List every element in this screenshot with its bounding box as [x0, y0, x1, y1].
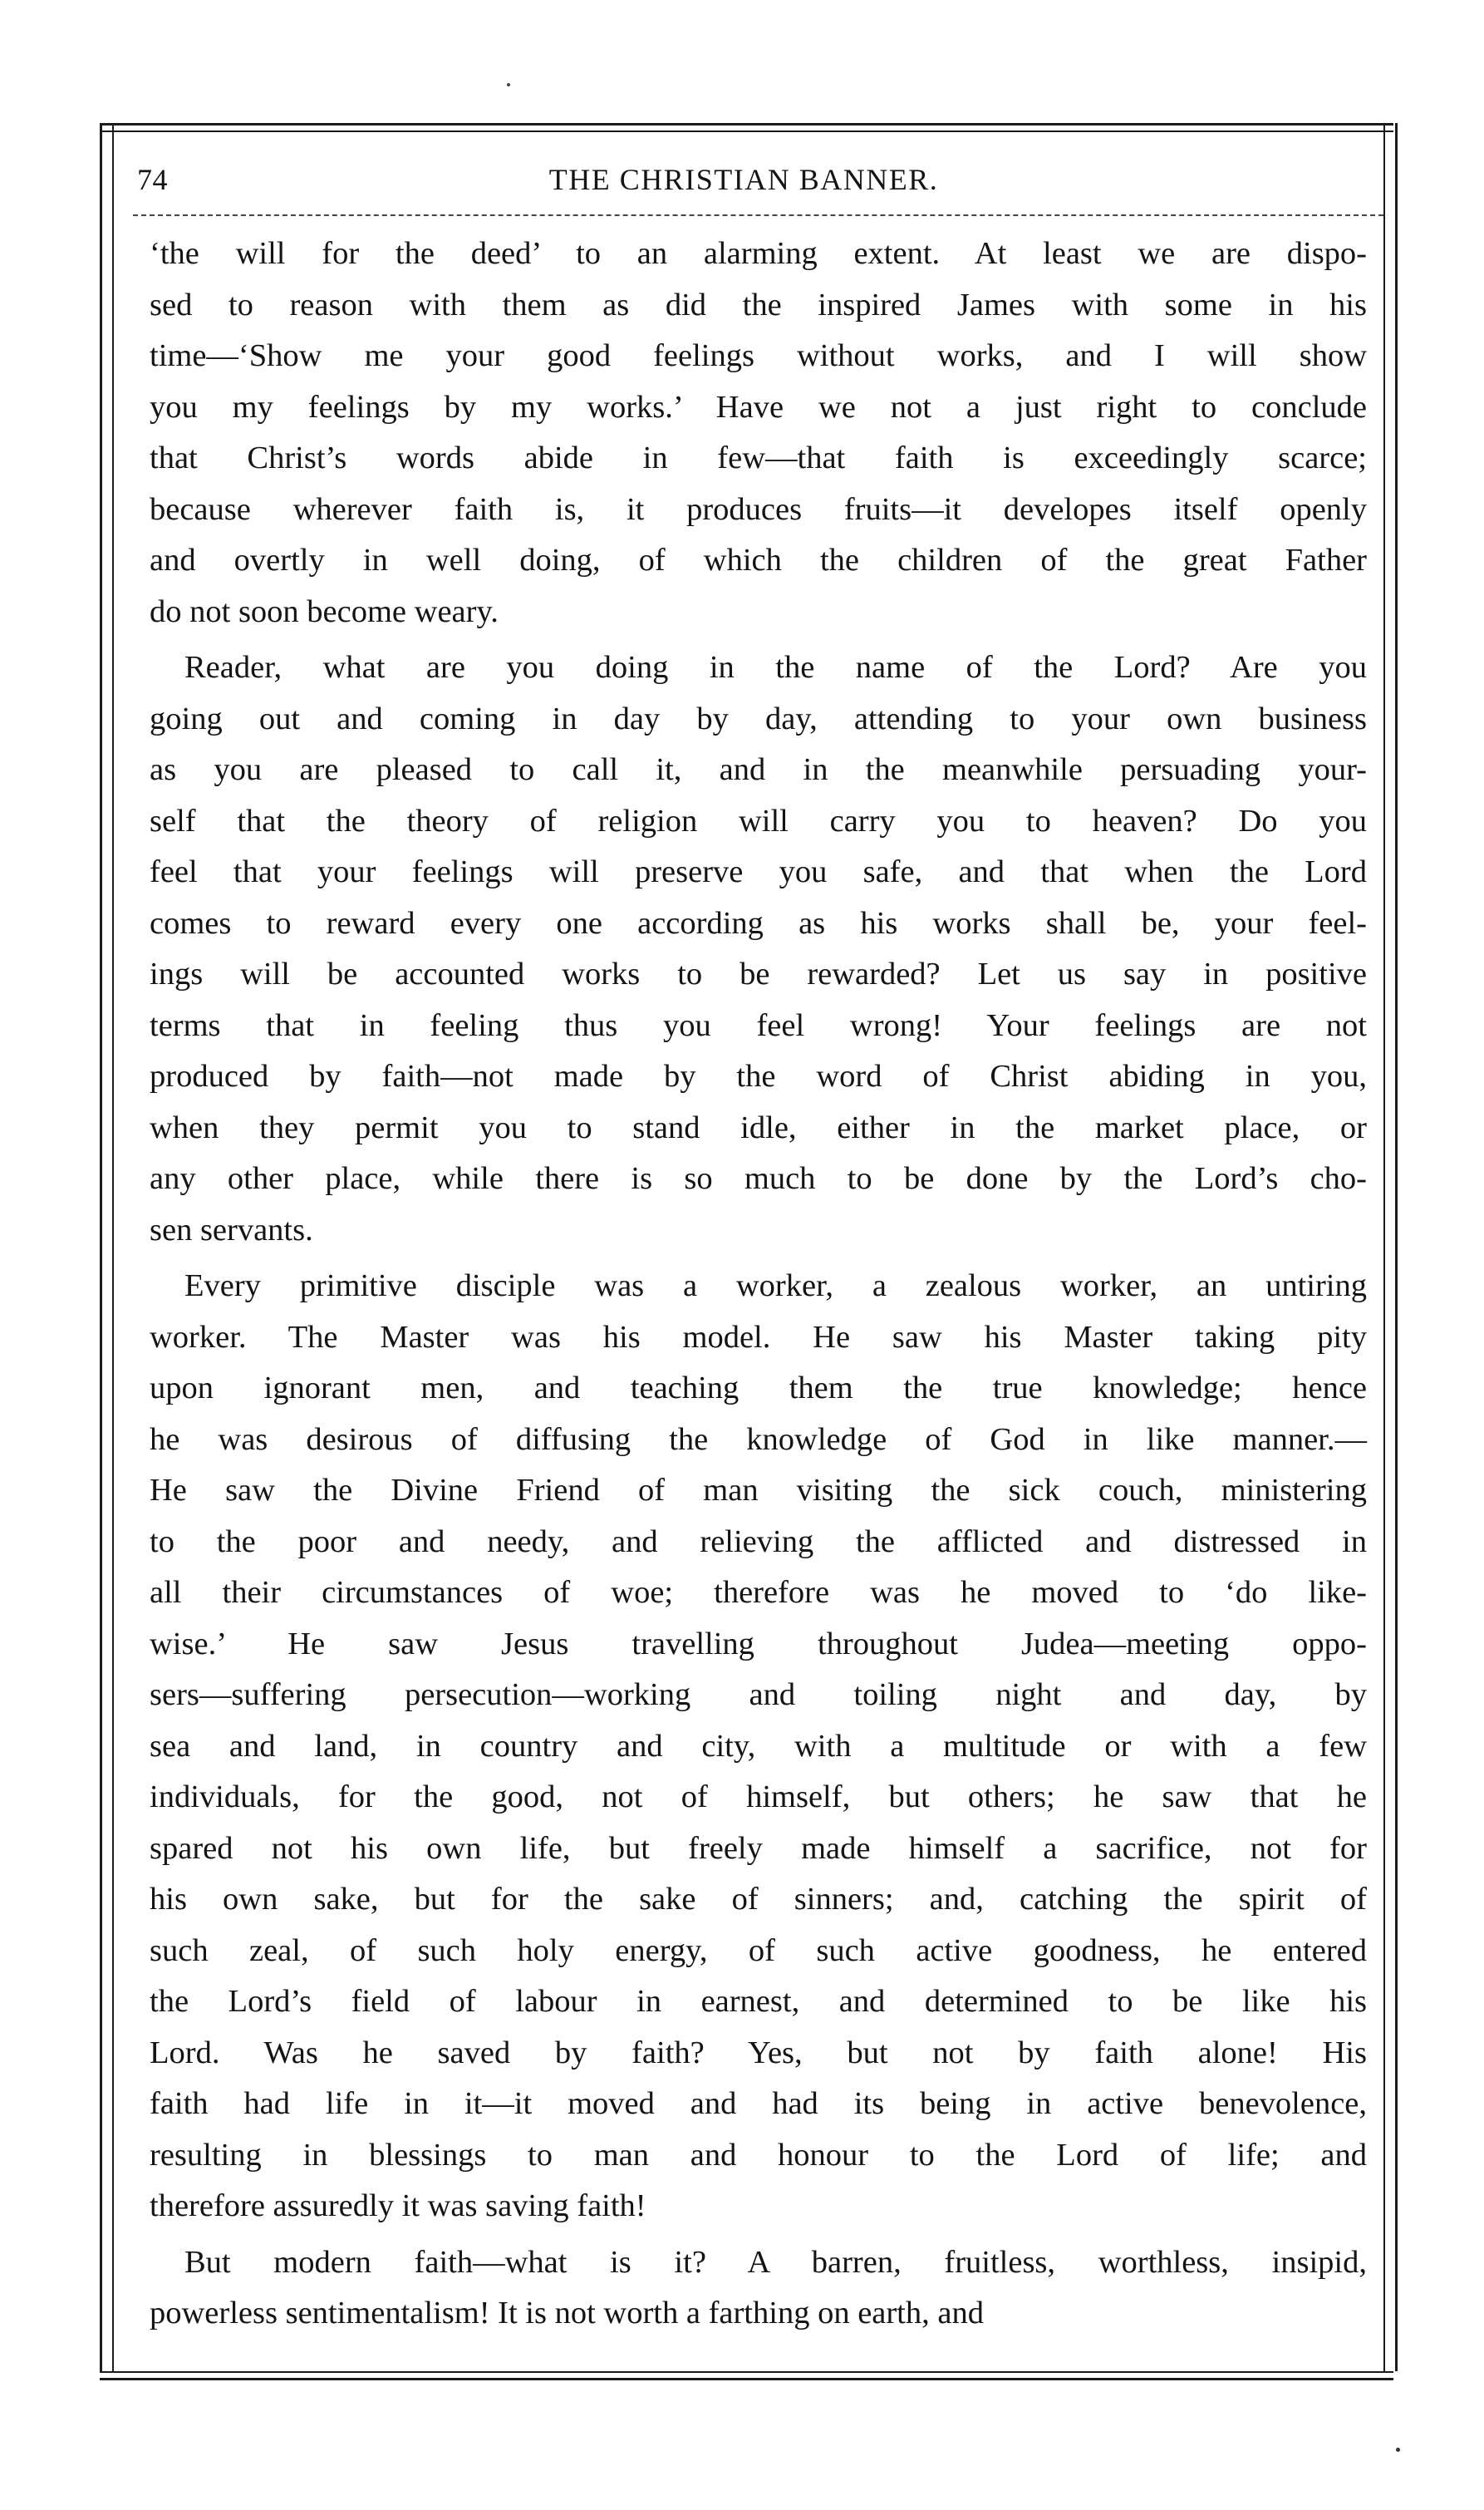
page-border-bottom	[100, 2371, 1393, 2380]
text-line: powerless sentimentalism! It is not worth a farthing on earth, and	[150, 2296, 984, 2330]
text-line: comes to reward every one according as his works shall be, your feel-	[150, 905, 1367, 941]
text-line: But modern faith—what is it? A barren, fruitless, worthless, insipid,	[184, 2244, 1367, 2280]
paragraph	[150, 2237, 1367, 2340]
text-line: ‘the will for the deed’ to an alarming extent. At least we are dispo-	[150, 236, 1367, 271]
text-line: when they permit you to stand idle, either in the market place, or	[150, 1110, 1367, 1145]
text-line: sers—suffering persecution—working and toiling night and day, by	[150, 1677, 1367, 1712]
text-line: all their circumstances of woe; therefore was he moved to ‘do like-	[150, 1575, 1367, 1610]
text-line: individuals, for the good, not of himself, but others; he saw that he	[150, 1779, 1367, 1814]
text-line: such zeal, of such holy energy, of such active goodness, he entered	[150, 1932, 1367, 1968]
body-text	[150, 229, 1367, 2340]
text-line: He saw the Divine Friend of man visiting the sick couch, ministering	[150, 1473, 1367, 1508]
text-line: as you are pleased to call it, and in the meanwhile persuading your-	[150, 752, 1367, 787]
text-line: sea and land, in country and city, with a multitude or with a few	[150, 1728, 1367, 1764]
text-line: self that the theory of religion will carry you to heaven? Do you	[150, 803, 1367, 839]
page-number: 74	[137, 163, 168, 196]
text-line: feel that your feelings will preserve you safe, and that when the Lord	[150, 854, 1367, 889]
text-line: because wherever faith is, it produces fruits—it developes itself openly	[150, 491, 1367, 527]
text-line: faith had life in it—it moved and had its being in active benevolence,	[150, 2086, 1367, 2121]
text-line: the Lord’s field of labour in earnest, and determined to be like his	[150, 1984, 1367, 2019]
text-line: spared not his own life, but freely made himself a sacrifice, not for	[150, 1830, 1367, 1866]
text-line: any other place, while there is so much to be done by the Lord’s cho-	[150, 1161, 1367, 1196]
ink-speck	[507, 83, 510, 86]
running-title: THE CHRISTIAN BANNER.	[548, 163, 939, 196]
text-line: upon ignorant men, and teaching them the true knowledge; hence	[150, 1371, 1367, 1405]
text-line: sed to reason with them as did the inspired James with some in his	[150, 287, 1367, 322]
text-line: going out and coming in day by day, attending to your own business	[150, 701, 1367, 736]
page-border-top	[100, 123, 1393, 132]
text-line: produced by faith—not made by the word of Christ abiding in you,	[150, 1059, 1367, 1094]
text-line: wise.’ He saw Jesus travelling throughout Judea—meeting oppo-	[150, 1626, 1367, 1661]
text-line: to the poor and needy, and relieving the afflicted and distressed in	[150, 1523, 1367, 1559]
running-header	[137, 162, 1350, 212]
text-line: Reader, what are you doing in the name of the Lord? Are you	[184, 650, 1367, 685]
text-line: that Christ’s words abide in few—that faith is exceedingly scarce;	[150, 440, 1367, 475]
text-line: terms that in feeling thus you feel wrong! Your feelings are not	[150, 1007, 1367, 1043]
text-line: worker. The Master was his model. He saw his Master taking pity	[150, 1319, 1367, 1355]
text-line: and overtly in well doing, of which the children of the great Father	[150, 543, 1367, 578]
ink-speck	[1396, 2448, 1400, 2452]
text-line: resulting in blessings to man and honour to the Lord of life; and	[150, 2137, 1367, 2173]
text-line: Every primitive disciple was a worker, a zealous worker, an untiring	[184, 1268, 1367, 1303]
text-line: do not soon become weary.	[150, 593, 499, 629]
paragraph	[150, 229, 1367, 637]
page-border-right	[1383, 123, 1398, 2371]
text-line: Lord. Was he saved by faith? Yes, but not by faith alone! His	[150, 2035, 1367, 2070]
text-line: therefore assuredly it was saving faith!	[150, 2188, 646, 2223]
paragraph	[150, 1261, 1367, 2232]
text-line: ings will be accounted works to be rewarded? Let us say in positive	[150, 957, 1367, 992]
text-line: time—‘Show me your good feelings without works, and I will show	[150, 338, 1367, 373]
text-line: his own sake, but for the sake of sinners; and, catching the spirit of	[150, 1882, 1367, 1917]
text-line: he was desirous of diffusing the knowledge of God in like manner.—	[150, 1421, 1367, 1457]
page-border-left	[100, 123, 114, 2371]
text-line: you my feelings by my works.’ Have we not a just right to conclude	[150, 389, 1367, 425]
header-rule	[133, 214, 1383, 216]
text-line: sen servants.	[150, 1212, 313, 1248]
paragraph	[150, 642, 1367, 1256]
